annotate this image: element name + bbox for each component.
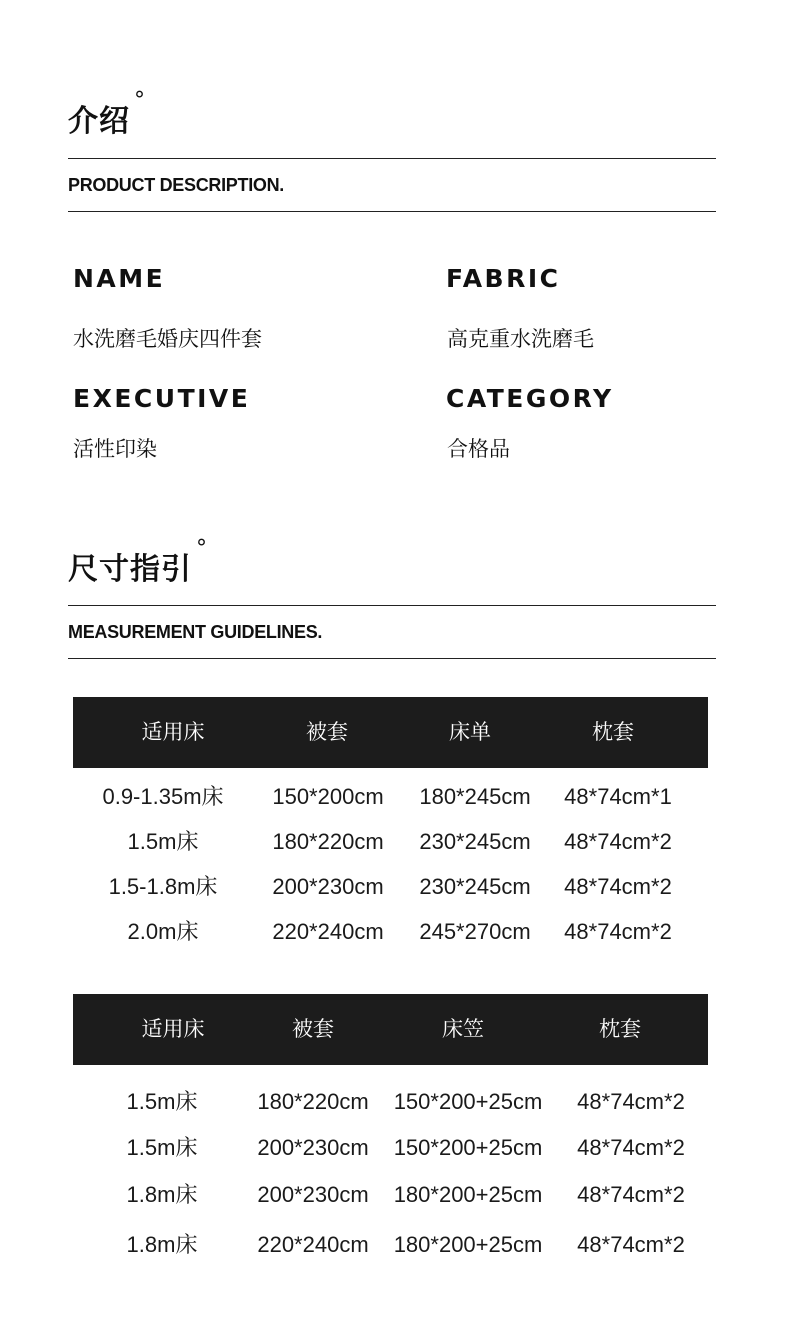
table-cell: 48*74cm*1 (564, 784, 672, 809)
degree-mark: ° (196, 536, 208, 561)
table-row (73, 867, 708, 907)
attr-value-category: 合格品 (447, 437, 510, 461)
table-cell: 245*270cm (419, 919, 531, 944)
table-cell: 48*74cm*2 (577, 1182, 685, 1207)
table-cell: 48*74cm*2 (564, 874, 672, 899)
table-cell: 48*74cm*2 (577, 1089, 685, 1114)
attr-label-category: CATEGORY (446, 384, 614, 413)
table-cell: 150*200+25cm (393, 1135, 543, 1160)
table1-header-sheet: 床单 (449, 720, 491, 744)
table-cell: 230*245cm (419, 829, 531, 854)
table-cell: 200*230cm (272, 874, 384, 899)
table-cell: 48*74cm*2 (577, 1232, 685, 1257)
table-cell: 150*200cm (272, 784, 384, 809)
divider (68, 211, 716, 212)
table1-header-duvet: 被套 (306, 720, 348, 744)
table-cell: 230*245cm (419, 874, 531, 899)
table-cell: 48*74cm*2 (564, 919, 672, 944)
attr-label-executive: EXECUTIVE (73, 384, 251, 413)
degree-mark: ° (134, 88, 146, 113)
table-cell: 2.0m床 (127, 919, 199, 944)
table-row (73, 1128, 708, 1168)
table-cell: 1.8m床 (126, 1182, 198, 1207)
table-cell: 150*200+25cm (393, 1089, 543, 1114)
intro-title-text: 介绍 (68, 104, 130, 139)
intro-subtitle: PRODUCT DESCRIPTION. (68, 175, 285, 195)
table-cell: 200*230cm (257, 1182, 369, 1207)
table-cell: 1.5m床 (126, 1089, 198, 1114)
table2-header-bed: 适用床 (141, 1017, 205, 1041)
divider (68, 658, 716, 659)
table-cell: 200*230cm (257, 1135, 369, 1160)
table-row (73, 822, 708, 862)
attr-label-fabric: FABRIC (446, 264, 561, 293)
table-cell: 0.9-1.35m床 (102, 784, 224, 809)
table1-header-bed: 适用床 (141, 720, 205, 744)
size-guide-title (68, 536, 208, 588)
divider (68, 605, 716, 606)
table-row (73, 912, 708, 952)
intro-title (68, 88, 146, 140)
table-row (73, 1175, 708, 1215)
table-cell: 1.5m床 (126, 1135, 198, 1160)
table1-header-pillowcase: 枕套 (592, 720, 634, 744)
table-cell: 180*220cm (257, 1089, 369, 1114)
attr-label-name: NAME (73, 264, 166, 293)
size-guide-subtitle: MEASUREMENT GUIDELINES. (68, 622, 323, 642)
table-cell: 48*74cm*2 (577, 1135, 685, 1160)
table2-header-fitted-sheet: 床笠 (442, 1017, 484, 1041)
table-cell: 48*74cm*2 (564, 829, 672, 854)
table2-header-duvet: 被套 (292, 1017, 334, 1041)
table-cell: 180*200+25cm (393, 1182, 543, 1207)
table-row (73, 1082, 708, 1122)
table-row (73, 777, 708, 817)
table-row (73, 1225, 708, 1265)
table2-header (73, 994, 708, 1065)
table1-header (73, 697, 708, 768)
table-cell: 180*220cm (272, 829, 384, 854)
table-cell: 1.8m床 (126, 1232, 198, 1257)
table-cell: 220*240cm (272, 919, 384, 944)
size-guide-title-text: 尺寸指引 (68, 552, 192, 587)
table-cell: 1.5-1.8m床 (108, 874, 218, 899)
attr-value-fabric: 高克重水洗磨毛 (447, 327, 594, 351)
divider (68, 158, 716, 159)
table-cell: 220*240cm (257, 1232, 369, 1257)
table2-header-pillowcase: 枕套 (599, 1017, 641, 1041)
attr-value-name: 水洗磨毛婚庆四件套 (73, 327, 262, 351)
table-cell: 180*245cm (419, 784, 531, 809)
table-cell: 1.5m床 (127, 829, 199, 854)
attr-value-executive: 活性印染 (73, 437, 157, 461)
table-cell: 180*200+25cm (393, 1232, 543, 1257)
